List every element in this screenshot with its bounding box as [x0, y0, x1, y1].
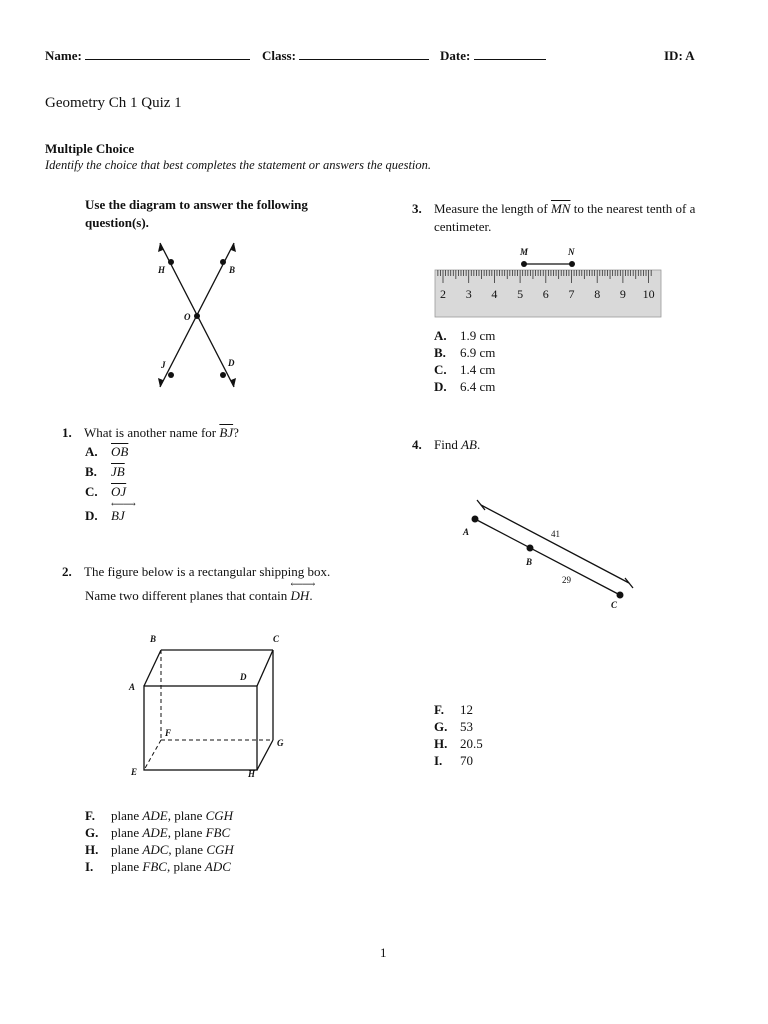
q3-option-a[interactable]: A. 1.9 cm [434, 328, 496, 343]
box-label-a: A [129, 682, 136, 692]
box-label-f: F [165, 728, 172, 738]
name-label: Name: [45, 48, 250, 64]
point-o [194, 313, 200, 319]
q1-option-c[interactable]: C. $\overline{OJ}$ [85, 484, 127, 499]
q3-option-b[interactable]: B. 6.9 cm [434, 345, 496, 360]
diagram-note-line2: question(s). [85, 215, 149, 230]
ruler-number: 9 [619, 287, 626, 301]
section-instructions: Identify the choice that best completes the statement or answers the question. [45, 158, 432, 172]
point-b [220, 259, 226, 265]
q3-option-c[interactable]: C. 1.4 cm [434, 362, 496, 377]
label-h: H [158, 265, 166, 275]
q2-option-i[interactable]: I. plane FBC, plane ADC [85, 859, 231, 874]
q1-option-a[interactable]: A. $\overline{OB}$ [85, 444, 129, 459]
q4-option-f[interactable]: F. 12 [434, 702, 473, 717]
point-a [472, 516, 479, 523]
box-label-d: D [240, 672, 247, 682]
ruler-number: 7 [568, 287, 575, 301]
fig4-label-c: C [611, 600, 618, 610]
q4-option-i[interactable]: I. 70 [434, 753, 473, 768]
q2-option-g[interactable]: G. plane ADE, plane FBC [85, 825, 231, 840]
label-b: B [229, 265, 236, 275]
question-2-line2: Name two different planes that contain ⟵⟶ DH. [85, 579, 315, 603]
label-o: O [184, 312, 191, 322]
q3-option-d[interactable]: D. 6.4 cm [434, 379, 496, 394]
section-heading: Multiple Choice [45, 141, 135, 156]
question-3-line2: centimeter. [434, 219, 492, 234]
question-3: 3. Measure the length of $\overline{MN}$ to the nearest tenth of a [412, 201, 696, 216]
point-d [220, 372, 226, 378]
box-label-b: B [150, 634, 157, 644]
point-h [168, 259, 174, 265]
shipping-box-figure [125, 628, 295, 783]
box-label-e: E [131, 767, 138, 777]
question-4: 4. Find AB. [412, 437, 481, 452]
page-title: Geometry Ch 1 Quiz 1 [45, 95, 182, 111]
date-blank[interactable] [474, 48, 546, 60]
point-c [617, 592, 624, 599]
point-b-fig4 [527, 545, 534, 552]
q1-option-b[interactable]: B. $\overline{JB}$ [85, 464, 125, 479]
name-blank[interactable] [85, 48, 250, 60]
ruler-number: 3 [465, 287, 472, 301]
class-blank[interactable] [299, 48, 429, 60]
fig4-label-a: A [463, 527, 470, 537]
length-29: 29 [562, 575, 571, 585]
date-label: Date: [440, 48, 546, 64]
id-label: ID: A [664, 48, 695, 63]
point-j [168, 372, 174, 378]
label-m: M [520, 247, 529, 257]
label-d: D [228, 358, 235, 368]
box-label-c: C [273, 634, 280, 644]
ruler-number: 2 [440, 287, 446, 301]
q1-option-d[interactable]: D. ⟵⟶ BJ [85, 499, 135, 523]
page-number: 1 [380, 945, 387, 960]
q2-option-f[interactable]: F. plane ADE, plane CGH [85, 808, 234, 823]
label-j: J [161, 360, 166, 370]
intersecting-lines-figure [130, 235, 270, 395]
q4-option-h[interactable]: H. 20.5 [434, 736, 483, 751]
question-2: 2. The figure below is a rectangular shipping box. [62, 564, 331, 579]
ruler-number: 10 [642, 287, 655, 301]
label-n: N [568, 247, 575, 257]
fig4-label-b: B [526, 557, 533, 567]
segment-ab-figure [455, 495, 645, 615]
ruler-number: 6 [542, 287, 549, 301]
ruler-figure [430, 240, 662, 320]
point-m [521, 261, 527, 267]
point-n [569, 261, 575, 267]
length-41: 41 [551, 529, 560, 539]
box-label-g: G [277, 738, 284, 748]
q4-option-g[interactable]: G. 53 [434, 719, 473, 734]
ruler-number: 5 [517, 287, 524, 301]
class-label: Class: [262, 48, 429, 64]
question-1: 1. What is another name for $\overline{BJ}$? [62, 425, 239, 440]
ruler-number: 8 [594, 287, 601, 301]
ruler-number: 4 [491, 287, 498, 301]
q2-option-h[interactable]: H. plane ADC, plane CGH [85, 842, 234, 857]
diagram-note-line1: Use the diagram to answer the following [85, 197, 308, 212]
box-label-h: H [248, 769, 256, 779]
